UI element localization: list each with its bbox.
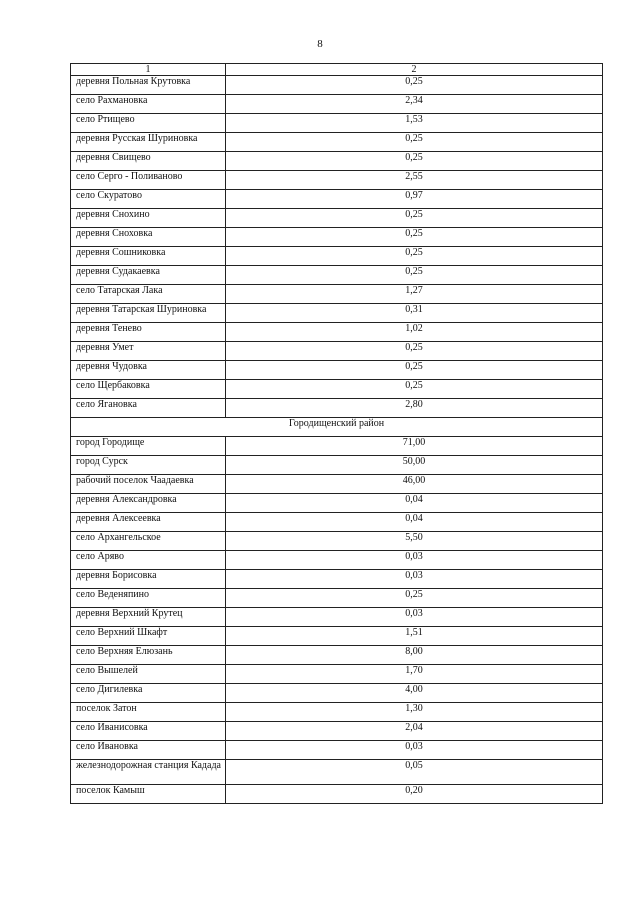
settlement-value: 2,55	[226, 171, 603, 190]
column-header-2: 2	[226, 64, 603, 76]
table-row	[71, 361, 603, 380]
table-row	[71, 171, 603, 190]
settlement-name: село Верхняя Елюзань	[71, 646, 226, 665]
settlement-value: 4,00	[226, 684, 603, 703]
table-header-row	[71, 64, 603, 76]
settlement-value: 8,00	[226, 646, 603, 665]
settlement-value: 0,05	[226, 760, 603, 785]
settlement-value: 0,25	[226, 133, 603, 152]
table-row	[71, 95, 603, 114]
table-row	[71, 532, 603, 551]
settlement-name: поселок Камыш	[71, 785, 226, 804]
table-body	[71, 76, 603, 804]
settlements-table	[70, 63, 603, 804]
table-row	[71, 190, 603, 209]
settlement-name: село Вышелей	[71, 665, 226, 684]
settlement-value: 2,34	[226, 95, 603, 114]
settlement-value: 0,04	[226, 513, 603, 532]
settlement-name: село Верхний Шкафт	[71, 627, 226, 646]
settlement-name: деревня Алексеевка	[71, 513, 226, 532]
table-row	[71, 608, 603, 627]
settlement-name: село Рахмановка	[71, 95, 226, 114]
settlement-value: 1,30	[226, 703, 603, 722]
settlement-name: деревня Чудовка	[71, 361, 226, 380]
settlement-value: 2,04	[226, 722, 603, 741]
table-row	[71, 570, 603, 589]
settlement-value: 0,25	[226, 76, 603, 95]
settlement-name: село Иванисовка	[71, 722, 226, 741]
table-row	[71, 152, 603, 171]
settlement-value: 0,04	[226, 494, 603, 513]
table-row	[71, 304, 603, 323]
settlement-value: 0,31	[226, 304, 603, 323]
settlement-name: село Скуратово	[71, 190, 226, 209]
column-header-1: 1	[71, 64, 226, 76]
table-row	[71, 399, 603, 418]
settlement-value: 0,03	[226, 608, 603, 627]
settlement-name: деревня Сноховка	[71, 228, 226, 247]
table-row	[71, 247, 603, 266]
settlement-name: деревня Судакаевка	[71, 266, 226, 285]
settlement-name: село Дигилевка	[71, 684, 226, 703]
table-row	[71, 722, 603, 741]
settlement-name: поселок Затон	[71, 703, 226, 722]
table-row	[71, 76, 603, 95]
settlement-value: 0,03	[226, 551, 603, 570]
settlement-name: село Архангельское	[71, 532, 226, 551]
settlement-name: село Татарская Лака	[71, 285, 226, 304]
settlement-name: село Ивановка	[71, 741, 226, 760]
settlement-value: 0,97	[226, 190, 603, 209]
settlement-value: 0,25	[226, 342, 603, 361]
settlement-name: деревня Сошниковка	[71, 247, 226, 266]
table-row	[71, 266, 603, 285]
settlement-value: 0,25	[226, 380, 603, 399]
table-row	[71, 665, 603, 684]
settlement-name: деревня Верхний Крутец	[71, 608, 226, 627]
settlement-value: 0,03	[226, 741, 603, 760]
table-row	[71, 437, 603, 456]
settlement-name: деревня Тенево	[71, 323, 226, 342]
table-row	[71, 342, 603, 361]
settlement-name: село Аряво	[71, 551, 226, 570]
settlement-name: город Городище	[71, 437, 226, 456]
table-row	[71, 209, 603, 228]
table-row	[71, 785, 603, 804]
section-title: Городищенский район	[71, 418, 603, 437]
table-row	[71, 114, 603, 133]
table-row	[71, 456, 603, 475]
settlement-value: 1,02	[226, 323, 603, 342]
settlement-name: деревня Умет	[71, 342, 226, 361]
settlement-value: 0,25	[226, 266, 603, 285]
settlement-name: село Серго - Поливаново	[71, 171, 226, 190]
settlement-name: рабочий поселок Чаадаевка	[71, 475, 226, 494]
settlement-value: 71,00	[226, 437, 603, 456]
table-row	[71, 684, 603, 703]
settlement-value: 2,80	[226, 399, 603, 418]
settlement-value: 0,25	[226, 209, 603, 228]
settlement-name: село Ртищево	[71, 114, 226, 133]
settlement-name: деревня Татарская Шуриновка	[71, 304, 226, 323]
settlement-value: 50,00	[226, 456, 603, 475]
section-row	[71, 418, 603, 437]
table-row	[71, 741, 603, 760]
settlement-value: 0,25	[226, 228, 603, 247]
settlement-value: 46,00	[226, 475, 603, 494]
table-row	[71, 285, 603, 304]
table-row	[71, 760, 603, 785]
settlement-name: село Ягановка	[71, 399, 226, 418]
table-row	[71, 380, 603, 399]
settlement-name: деревня Свищево	[71, 152, 226, 171]
table-row	[71, 703, 603, 722]
settlement-value: 1,27	[226, 285, 603, 304]
settlement-value: 0,25	[226, 247, 603, 266]
table-row	[71, 589, 603, 608]
table-row	[71, 494, 603, 513]
settlement-value: 0,20	[226, 785, 603, 804]
settlement-value: 1,51	[226, 627, 603, 646]
settlement-name: деревня Снохино	[71, 209, 226, 228]
table-row	[71, 323, 603, 342]
page-number: 8	[317, 38, 323, 50]
settlement-name: деревня Борисовка	[71, 570, 226, 589]
table-row	[71, 475, 603, 494]
table-row	[71, 133, 603, 152]
settlement-name: деревня Александровка	[71, 494, 226, 513]
settlement-name: село Щербаковка	[71, 380, 226, 399]
settlement-value: 1,53	[226, 114, 603, 133]
settlement-name: город Сурск	[71, 456, 226, 475]
settlement-name: железнодорожная станция Кадада	[71, 760, 226, 785]
table-row	[71, 646, 603, 665]
settlement-value: 5,50	[226, 532, 603, 551]
settlement-value: 0,03	[226, 570, 603, 589]
table-row	[71, 551, 603, 570]
settlement-name: село Веденяпино	[71, 589, 226, 608]
settlement-name: деревня Польная Крутовка	[71, 76, 226, 95]
settlement-name: деревня Русская Шуриновка	[71, 133, 226, 152]
settlement-value: 0,25	[226, 152, 603, 171]
table-row	[71, 228, 603, 247]
table-row	[71, 627, 603, 646]
settlement-value: 1,70	[226, 665, 603, 684]
settlement-value: 0,25	[226, 589, 603, 608]
table-row	[71, 513, 603, 532]
settlement-value: 0,25	[226, 361, 603, 380]
